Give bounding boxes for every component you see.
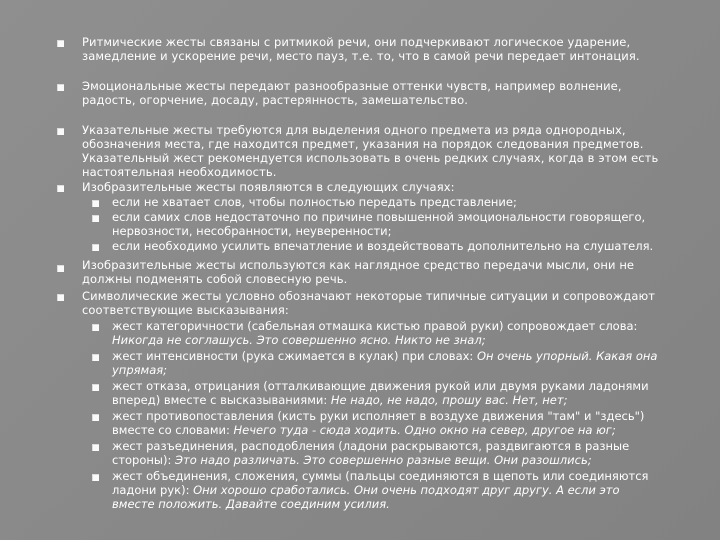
- square-bullet-icon: [57, 128, 64, 135]
- text-normal: вместе со словами:: [112, 423, 234, 437]
- text-line: замедление и ускорение речи, место пауз, т.е. то, что в самой речи передает интонация.: [82, 49, 640, 63]
- text-line: если необходимо усилить впечатление и воздействовать дополнительно на слушателя.: [112, 239, 654, 253]
- subitem-text: [112, 195, 702, 209]
- text-normal: ладони рук):: [112, 483, 194, 497]
- subitem-text: [112, 469, 702, 511]
- subitem-text: [112, 409, 702, 437]
- subitem-text: [112, 349, 702, 377]
- text-line: Ритмические жесты связаны с ритмикой речи, они подчеркивают логическое ударение,: [82, 35, 631, 49]
- square-sub-bullet-icon: [92, 384, 99, 391]
- subitem-text: [112, 319, 702, 347]
- italic-example: Это надо различать. Это совершенно разные вещи. Они разошлись;: [175, 453, 592, 467]
- text-line: жест объединения, сложения, суммы (пальцы соединяются в щепоть или соединяются: [112, 469, 649, 483]
- square-sub-bullet-icon: [92, 354, 99, 361]
- item-text: [82, 180, 694, 194]
- text-line: жест разъединения, расподобления (ладони раскрываются, раздвигаются в разные: [112, 439, 630, 453]
- text-line: [112, 453, 702, 467]
- italic-example-line: вместе положить. Давайте соединим усилия.: [112, 497, 390, 511]
- square-sub-bullet-icon: [92, 414, 99, 421]
- text-line: [112, 423, 702, 437]
- text-normal: стороны):: [112, 453, 176, 467]
- italic-example: Они хорошо сработались. Они очень подходят друг другу. А если это: [193, 483, 620, 497]
- square-bullet-icon: [57, 265, 64, 272]
- text-line: Эмоциональные жесты передают разнообразные оттенки чувств, например волнение,: [82, 79, 622, 93]
- square-bullet-icon: [57, 40, 64, 47]
- text-line: [112, 349, 702, 363]
- square-bullet-icon: [57, 185, 64, 192]
- text-line: настоятельная необходимость.: [82, 165, 277, 179]
- square-sub-bullet-icon: [92, 444, 99, 451]
- item-text: [82, 123, 694, 179]
- text-line: жест категоричности (сабельная отмашка кистью правой руки) сопровождает слова:: [112, 319, 638, 333]
- subitem-text: [112, 210, 702, 238]
- text-line: радость, огорчение, досаду, растерянность, замешательство.: [82, 93, 469, 107]
- text-line: нервозности, несобранности, неуверенности;: [112, 224, 392, 238]
- text-line: [112, 393, 702, 407]
- text-line: если самих слов недостаточно по причине повышенной эмоциональности говорящего,: [112, 210, 646, 224]
- text-line: Указательные жесты требуются для выделения одного предмета из ряда однородных,: [82, 123, 626, 137]
- italic-example: Он очень упорный. Какая она: [476, 349, 658, 363]
- text-line: Изобразительные жесты используются как наглядное средство передачи мысли, они не: [82, 258, 635, 272]
- item-text: [82, 79, 694, 107]
- text-line: соответствующие высказывания:: [82, 303, 289, 317]
- text-line: [112, 483, 702, 497]
- text-normal: жест интенсивности (рука сжимается в кулак) при словах:: [112, 349, 477, 363]
- text-line: Указательный жест рекомендуется использовать в очень редких случаях, когда в этом есть: [82, 151, 659, 165]
- text-line: должны подменять собой словесную речь.: [82, 272, 348, 286]
- square-sub-bullet-icon: [92, 324, 99, 331]
- item-text: [82, 258, 694, 286]
- text-line: Изобразительные жесты появляются в следующих случаях:: [82, 180, 455, 194]
- square-bullet-icon: [57, 84, 64, 91]
- square-bullet-icon: [57, 294, 64, 301]
- square-sub-bullet-icon: [92, 474, 99, 481]
- text-line: жест противопоставления (кисть руки исполняет в воздухе движения "там" и "здесь"): [112, 409, 645, 423]
- text-line: Символические жесты условно обозначают некоторые типичные ситуации и сопровождают: [82, 289, 656, 303]
- italic-example-line: упрямая;: [112, 363, 168, 377]
- item-text: [82, 35, 694, 63]
- square-sub-bullet-icon: [92, 200, 99, 207]
- text-line: жест отказа, отрицания (отталкивающие движения рукой или двумя руками ладонями: [112, 379, 649, 393]
- italic-example: Нечего туда - сюда ходить. Одно окно на север, другое на юг;: [233, 423, 616, 437]
- subitem-text: [112, 379, 702, 407]
- item-text: [82, 289, 694, 317]
- text-line: если не хватает слов, чтобы полностью передать представление;: [112, 195, 517, 209]
- subitem-text: [112, 439, 702, 467]
- italic-example-line: Никогда не соглашусь. Это совершенно ясно. Никто не знал;: [112, 333, 486, 347]
- square-sub-bullet-icon: [92, 215, 99, 222]
- italic-example: Не надо, не надо, прошу вас. Нет, нет;: [330, 393, 568, 407]
- text-line: обозначения места, где находится предмет, указания на порядок следования предметов.: [82, 137, 644, 151]
- square-sub-bullet-icon: [92, 244, 99, 251]
- subitem-text: [112, 239, 702, 253]
- text-normal: вперед) вместе с высказываниями:: [112, 393, 331, 407]
